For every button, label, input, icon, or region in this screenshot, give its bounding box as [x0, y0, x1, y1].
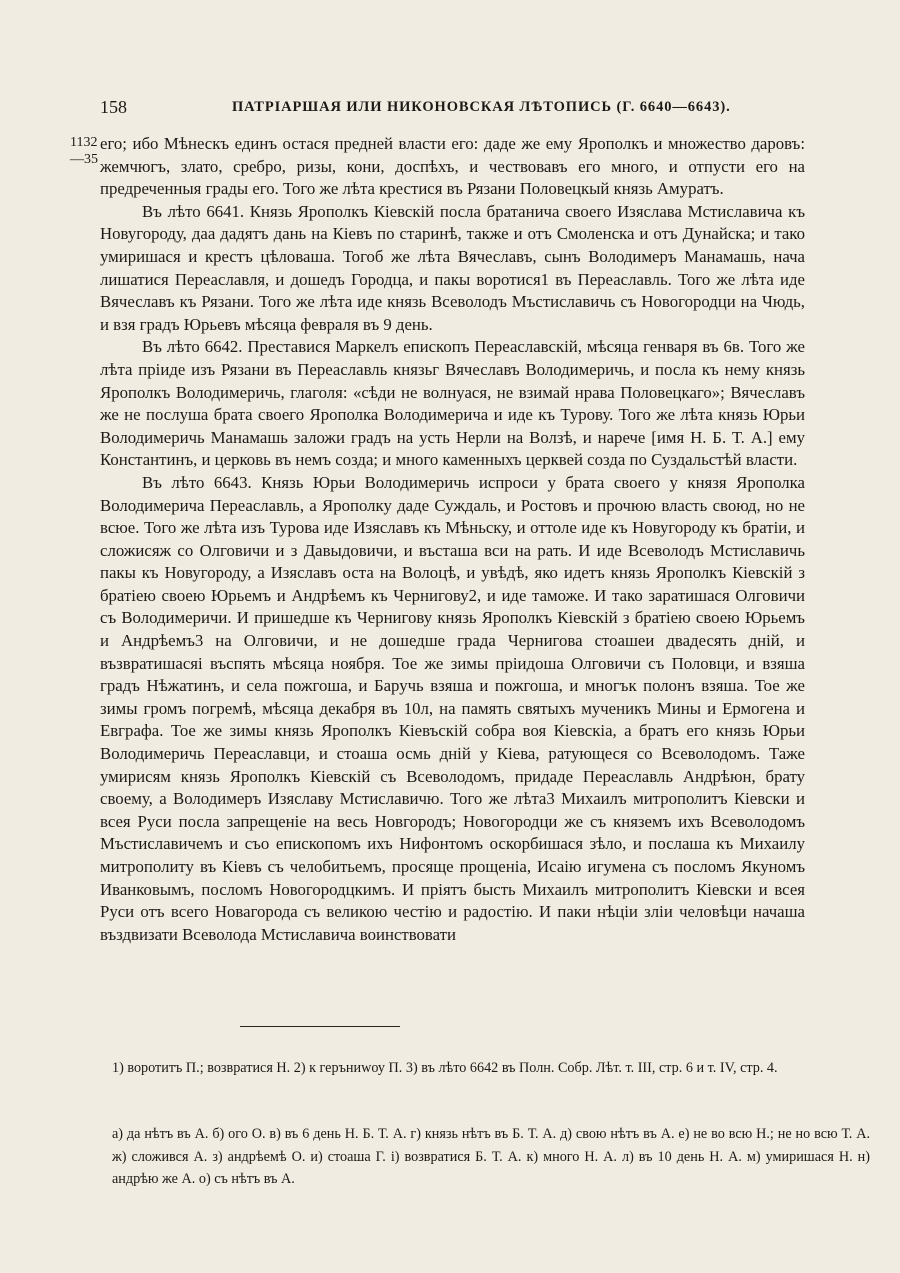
paragraph-continuation: его; ибо Мѣнескъ единъ остася предней власти его: даде же ему Ярополкъ и множество даровъ: жемчюгъ, злато, сребро, ризы, кони, доспѣхъ, и чествовавъ его много, и отпусти его на предреченныя грады его. Того же лѣта крестися въ Рязани Половецкый князь Амуратъ.	[100, 134, 805, 199]
numbered-footnotes	[112, 1057, 870, 1080]
margin-year-end: —35	[70, 152, 98, 167]
lettered-footnote-text: а) да нѣтъ въ А. б) ого О. в) въ 6 день Н. Б. Т. А. г) князь нѣтъ въ Б. Т. А. д) свою нѣтъ въ А. е) не во всю Н.; не но всю Т. А. ж) сложився А. з) андрѣемѣ О. и) стоаша Г. і) возвратися Б. Т. А. к) много Н. А. л) въ 10 день Н. А. м) умиришася Н. н) андрѣю же А. о) съ нѣтъ въ А.	[112, 1126, 870, 1187]
margin-year-start: 1132	[70, 135, 98, 150]
chronicle-text	[100, 133, 805, 946]
paragraph-year-6641: Въ лѣто 6641. Князь Ярополкъ Кіевскій посла братанича своего Изяслава Мстиславича къ Новугороду, даа дадятъ дань на Кіевъ по старинѣ, также и отъ Смоленска и отъ Дунайска; и тако умиришася и крестъ цѣловаша. Тогоб же лѣта Вячеславъ, сынъ Володимеръ Манамашь, нача лишатися Переаславля, и дошедъ Городца, и пакы воротися1 въ Переаславль. Того же лѣта иде Вячеславъ къ Рязани. Того же лѣта иде князь Всеволодъ Мъстиславичь съ Новогородци на Чюдь, и взя градъ Юрьевъ мѣсяца февраля въ 9 день.	[100, 201, 805, 334]
footnote-divider	[240, 1026, 400, 1027]
page-number: 158	[100, 97, 127, 117]
paragraph-year-6643: Въ лѣто 6643. Князь Юрьи Володимеричь испроси у брата своего у князя Ярополка Володимерича Переаславль, а Ярополку даде Суждаль, и Ростовъ и прочюю власть своюд, но не всюе. Того же лѣта изъ Турова иде Изяславъ къ Мѣньску, и оттоле иде къ Новугороду къ братіи, и сложисяж со Олговичи и з Давыдовичи, и въсташа вси на рать. И иде Всеволодъ Мстиславичь пакы къ Новугороду, а Изяславъ оста на Волоцѣ, и увѣдѣ, яко идетъ князь Ярополкъ Кіевскій з братіею своею Юрьемъ и Андрѣемъ къ Чернигову2, и иде таможе. И тако заратишася Олговичи съ Володимеричи. И пришедше къ Чернигову князь Ярополкъ Кіевскій з братіею своею Юрьемъ и Андрѣемъ3 на Олговичи, и не дошедше града Чернигова стоашеи двадесять днiй, и възвратишасяі въспять мѣсяца ноября. Тое же зимы пріидоша Олговичи съ Половци, и взяша градъ Нѣжатинъ, и села пожгоша, и Баручь взяша и пожгоша, и многък полонъ взяша. Тое же зимы громъ погремѣ, мѣсяца декабря въ 10л, на память святыхъ мученикъ Мины и Ермогена и Евграфа. Тое же зимы князь Ярополкъ Кіевъскій собра воя Кіевскіа, а братъ его князь Юрьи Володимеричь Переаславци, и стоаша осмь днiй у Кіева, ратующеся со Всеволодомъ. Таже умирисям князь Ярополкъ Кіевскій съ Всеволодомъ, придаде Переаславль Андрѣюн, брату своему, а Володимеръ Изяславу Мстиславичю. Того же лѣта3 Михаилъ митрополитъ Кіевски и всея Руси посла запрещеніе на весь Новгородъ; Новогородци же съ княземъ ихъ Всеволодомъ Мъстиславичемъ и съо епископомъ ихъ Нифонтомъ оскорбишася зѣло, и послаша къ Михаилу митрополиту въ Кіевъ съ челобитьемъ, просяще прощеніа, Исаію игумена съ посломъ Якуномъ Иванковымъ, посломъ Новогородцкимъ. И пріятъ бысть Михаилъ митрополитъ Кіевски и всея Руси отъ всего Новагорода съ великою честію и радостію. И паки нѣцiи зліи человѣци начаша въздвизати Всеволода Мстиславича воинствовати	[100, 472, 805, 944]
running-title: ПАТРІАРШАЯ ИЛИ НИКОНОВСКАЯ ЛѢТОПИСЬ (Г. 6640—6643).	[232, 99, 731, 115]
page-header	[100, 97, 800, 123]
paragraph-year-6642: Въ лѣто 6642. Преставися Маркелъ епископъ Переаславскій, мѣсяца генваря въ 6в. Того же лѣта пріиде изъ Рязани въ Переаславль князьг Вячеславъ Володимеричь, и посла къ нему князь Ярополкъ Володимеричь, глаголя: «сѣди не волнуася, не взимай нрава Половецкаго»; Вячеславъ же не послуша брата своего Ярополка Володимерича и иде къ Турову. Того же лѣта князь Юрьи Володимеричь Манамашь заложи градъ на усть Нерли на Волзѣ, и нарече [имя Н. Б. Т. А.] ему Константинъ, и церковь въ немъ созда; и много каменныхъ церквей созда по Суздальстѣй власти.	[100, 337, 805, 470]
numbered-footnote-text: 1) воротитъ П.; возвратися Н. 2) к геръниwоу П. 3) въ лѣто 6642 въ Полн. Собр. Лѣт. т. III, стр. 6 и т. IV, стр. 4.	[112, 1060, 778, 1076]
lettered-footnotes	[112, 1123, 870, 1191]
